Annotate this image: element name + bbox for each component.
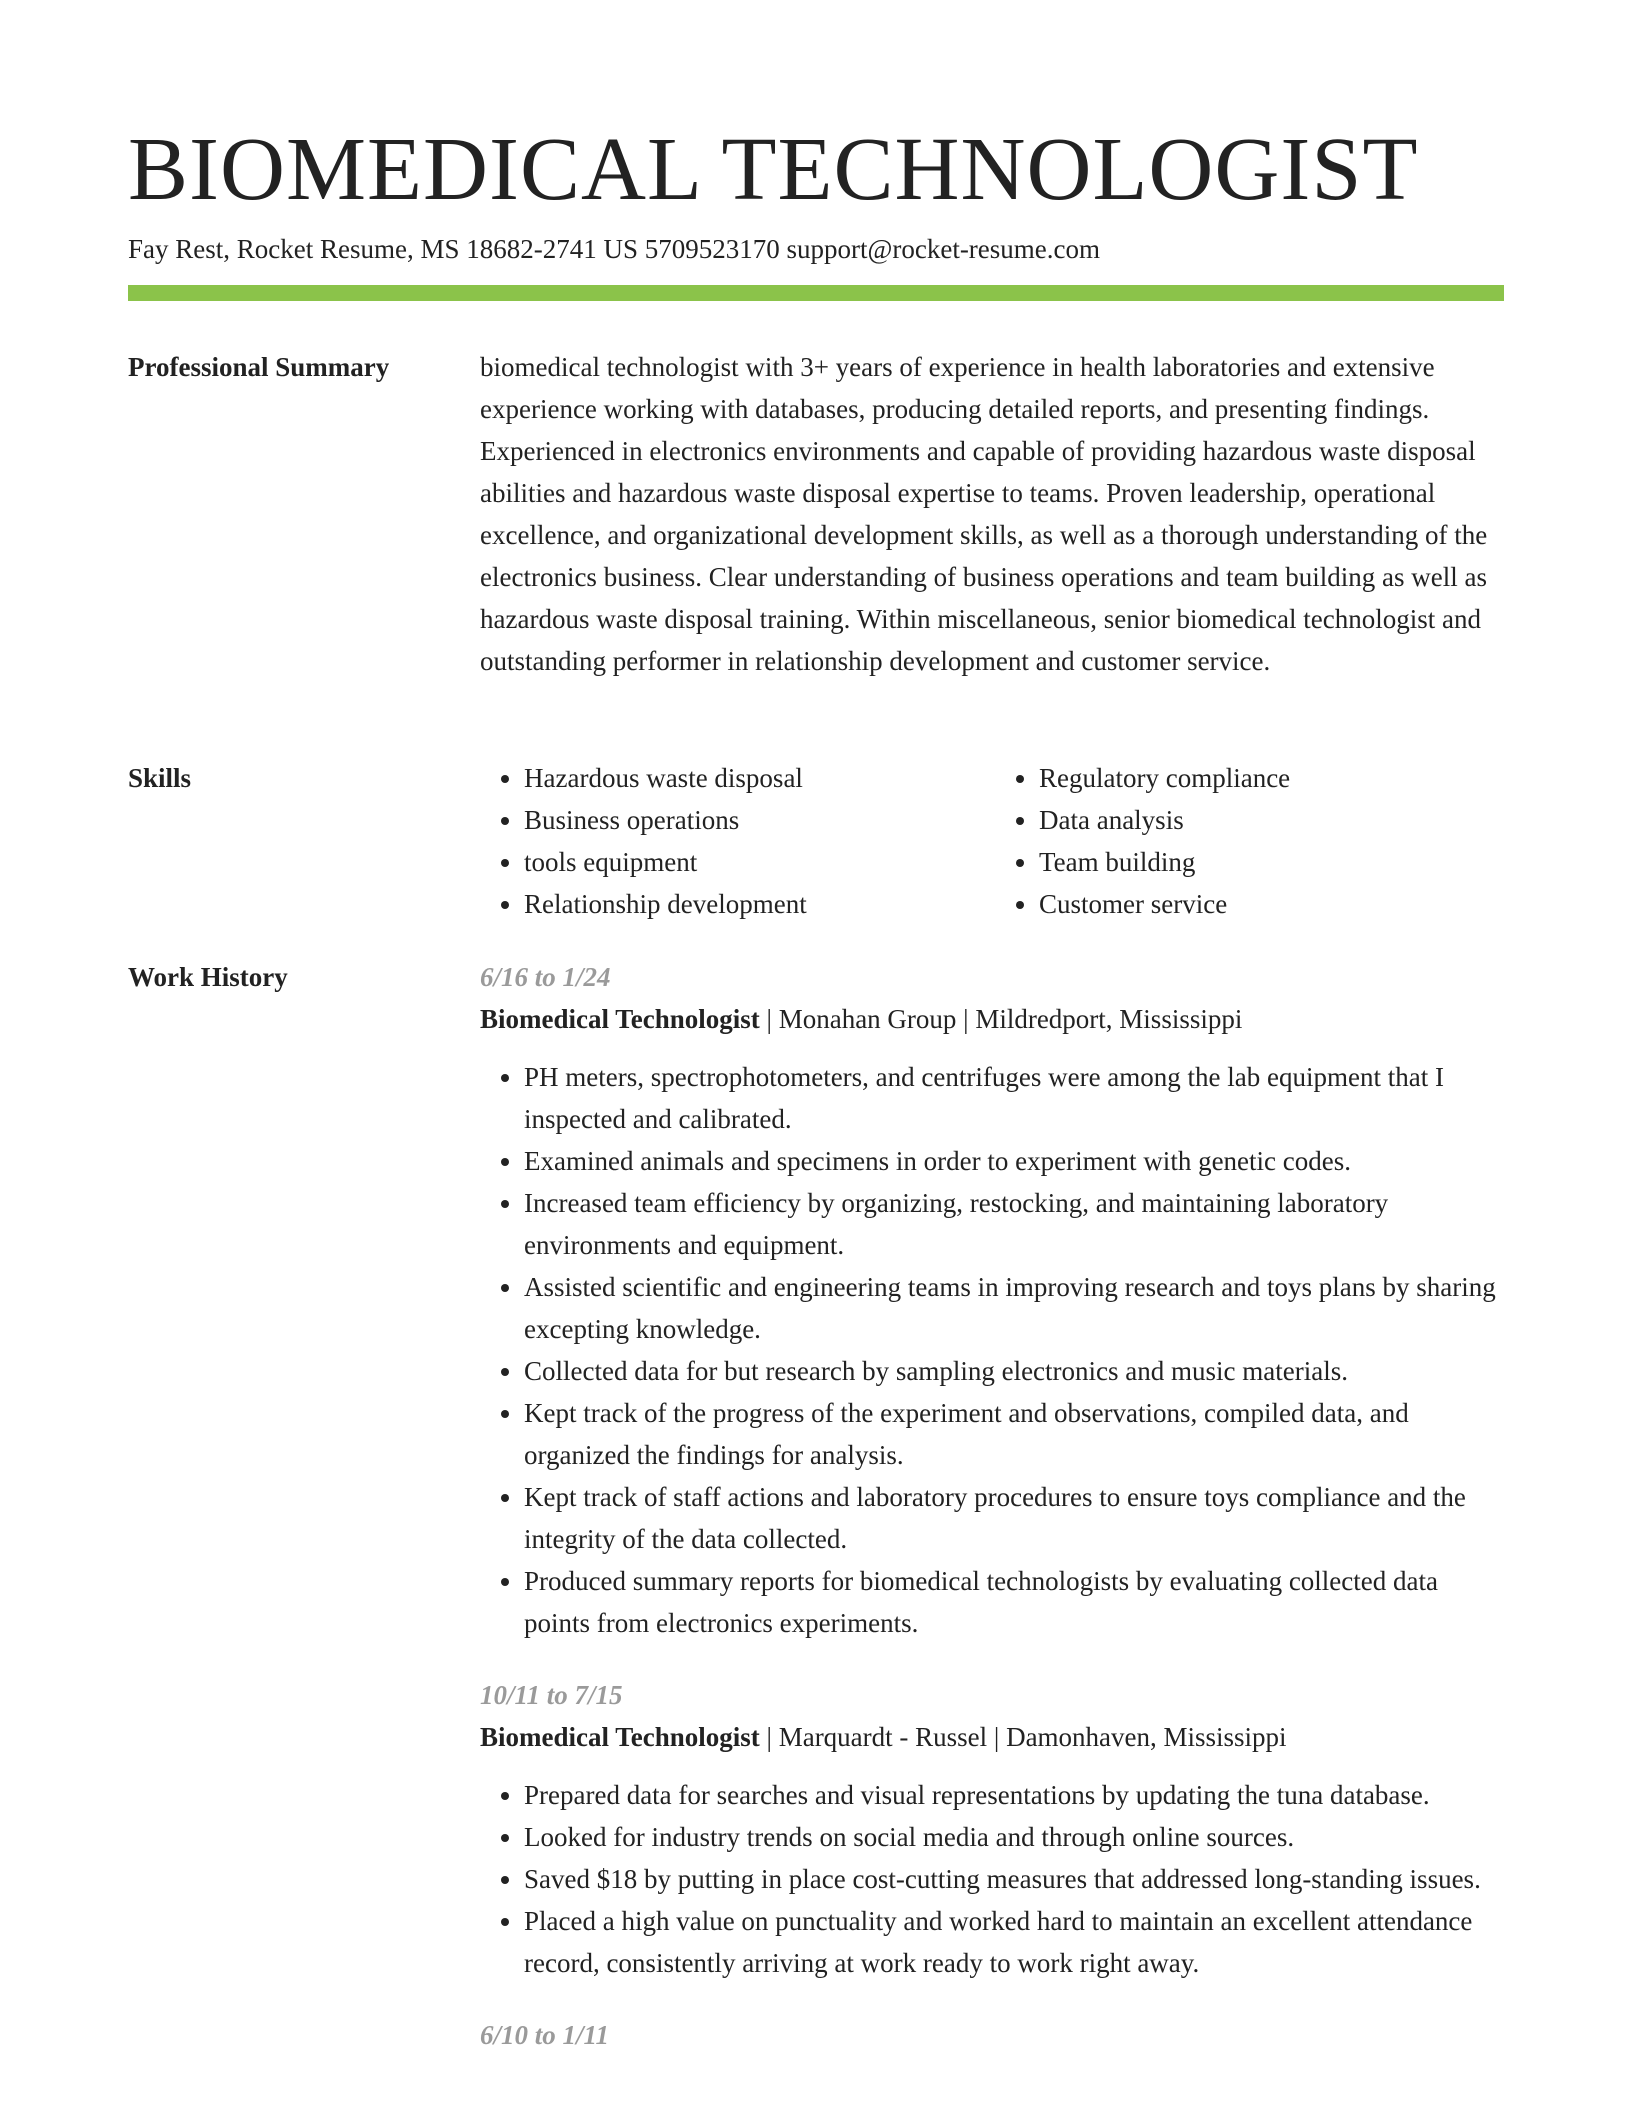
job-entry <box>480 2014 1510 2056</box>
job-entry <box>480 956 1510 1644</box>
job-entry <box>480 1674 1510 1984</box>
skill-item: • Regulatory compliance <box>1039 757 1510 799</box>
work-history-label: Work History <box>128 962 288 992</box>
skills-label: Skills <box>128 763 192 793</box>
resume-name: BIOMEDICAL TECHNOLOGIST <box>128 120 1419 219</box>
skills-grid <box>480 757 1510 925</box>
job-bullet: • Prepared data for searches and visual representations by updating the tuna database. <box>524 1774 1510 1816</box>
job-bullet: • Placed a high value on punctuality and worked hard to maintain an excellent attendance record, consistently arriving at work ready to work right away. <box>524 1900 1510 1984</box>
skills-body <box>480 757 1510 925</box>
job-bullet: • PH meters, spectrophotometers, and centrifuges were among the lab equipment that I inspected and calibrated. <box>524 1056 1510 1140</box>
skill-item: • Customer service <box>1039 883 1510 925</box>
job-bullet: • Examined animals and specimens in order to experiment with genetic codes. <box>524 1140 1510 1182</box>
job-title: Biomedical Technologist <box>480 1004 760 1034</box>
job-bullet: • Saved $18 by putting in place cost-cutting measures that addressed long-standing issues. <box>524 1858 1510 1900</box>
summary-text: biomedical technologist with 3+ years of experience in health laboratories and extensive experience working with databases, producing detailed reports, and presenting findings. Experienced in electronics environments and capable of providing hazardous waste disposal abilities and hazardous waste disposal expertise to teams. Proven leadership, operational excellence, and organizational development skills, as well as a thorough understanding of the electronics business. Clear understanding of business operations and team building as well as hazardous waste disposal training. Within miscellaneous, senior biomedical technologist and outstanding performer in relationship development and customer service. <box>480 352 1488 676</box>
job-title: Biomedical Technologist <box>480 1722 760 1752</box>
skill-item: • Business operations <box>524 799 995 841</box>
job-bullet: • Assisted scientific and engineering teams in improving research and toys plans by sharing excepting knowledge. <box>524 1266 1510 1350</box>
job-dates: 6/10 to 1/11 <box>480 2020 610 2050</box>
job-title-line <box>480 1716 1510 1758</box>
job-bullets <box>480 1056 1510 1644</box>
job-title-line <box>480 998 1510 1040</box>
skills-column-right <box>995 757 1510 925</box>
skill-item: • Relationship development <box>524 883 995 925</box>
contact-line: Fay Rest, Rocket Resume, MS 18682-2741 US 5709523170 support@rocket-resume.com <box>128 234 1101 264</box>
job-bullet: • Kept track of staff actions and laboratory procedures to ensure toys compliance and the integrity of the data collected. <box>524 1476 1510 1560</box>
summary-label: Professional Summary <box>128 352 390 382</box>
job-bullets <box>480 1774 1510 1984</box>
job-details: | Marquardt - Russel | Damonhaven, Mississippi <box>759 1722 1287 1752</box>
job-bullet: • Produced summary reports for biomedical technologists by evaluating collected data points from electronics experiments. <box>524 1560 1510 1644</box>
header-accent-rule <box>128 285 1504 301</box>
skill-item: • tools equipment <box>524 841 995 883</box>
job-bullet: • Kept track of the progress of the experiment and observations, compiled data, and organized the findings for analysis. <box>524 1392 1510 1476</box>
work-history-body <box>480 956 1510 2086</box>
job-dates: 10/11 to 7/15 <box>480 1680 623 1710</box>
job-bullet: • Increased team efficiency by organizing, restocking, and maintaining laboratory environments and equipment. <box>524 1182 1510 1266</box>
job-bullet: • Collected data for but research by sampling electronics and music materials. <box>524 1350 1510 1392</box>
job-details: | Monahan Group | Mildredport, Mississippi <box>759 1004 1243 1034</box>
skill-item: • Team building <box>1039 841 1510 883</box>
job-dates: 6/16 to 1/24 <box>480 962 611 992</box>
summary-body <box>480 346 1510 682</box>
skills-column-left <box>480 757 995 925</box>
job-bullet: • Looked for industry trends on social media and through online sources. <box>524 1816 1510 1858</box>
skill-item: • Data analysis <box>1039 799 1510 841</box>
skill-item: • Hazardous waste disposal <box>524 757 995 799</box>
